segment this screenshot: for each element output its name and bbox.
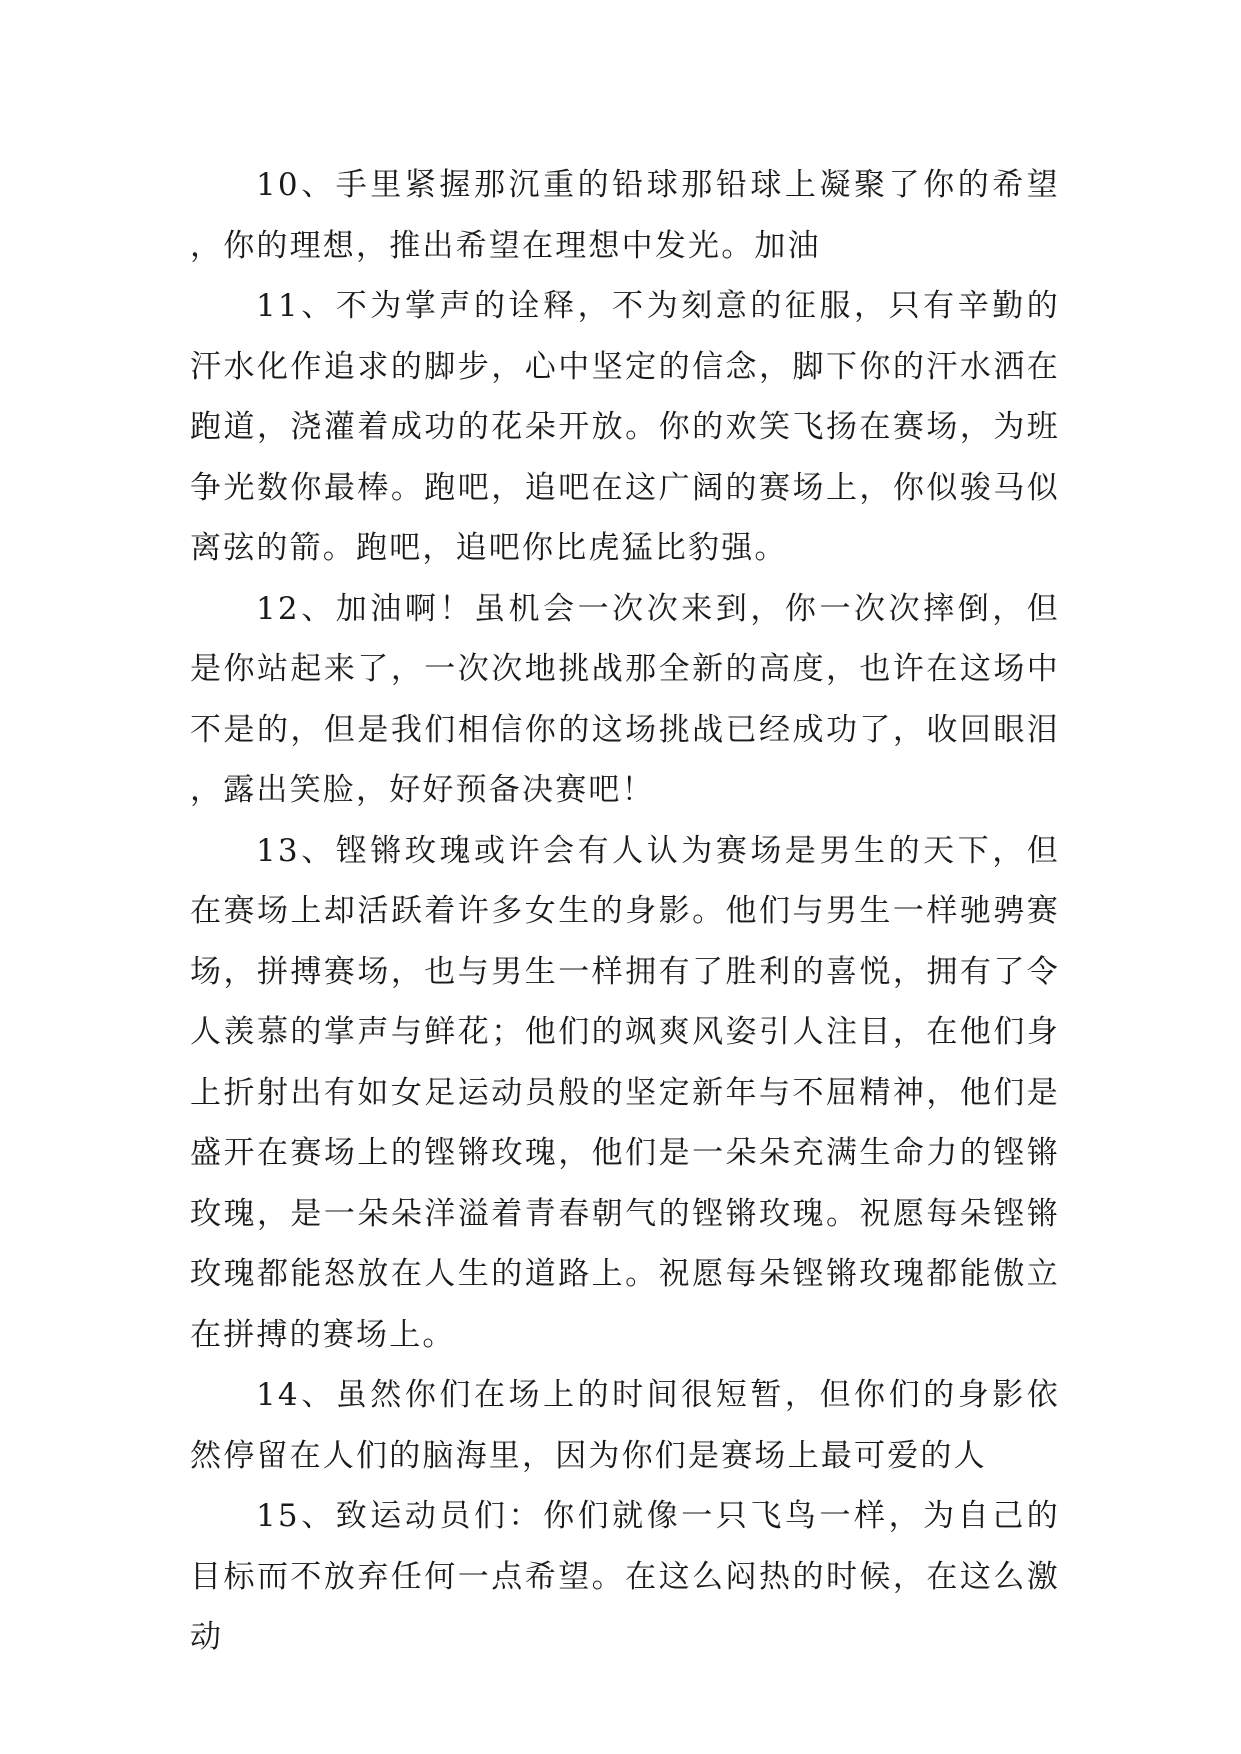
- paragraph-12: 12、加油啊！虽机会一次次来到，你一次次摔倒，但是你站起来了，一次次地挑战那全新的高度，也许在这场中不是的，但是我们相信你的这场挑战已经成功了，收回眼泪，露出笑脸，好好预备决赛吧！: [190, 590, 1060, 808]
- paragraph-15: 15、致运动员们：你们就像一只飞鸟一样，为自己的目标而不放弃任何一点希望。在这么闷热的时候，在这么激动: [190, 1498, 1060, 1655]
- document-body: [190, 155, 1060, 1668]
- paragraph-14: 14、虽然你们在场上的时间很短暂，但你们的身影依然停留在人们的脑海里，因为你们是赛场上最可爱的人: [190, 1377, 1060, 1474]
- paragraph-13: 13、铿锵玫瑰或许会有人认为赛场是男生的天下，但在赛场上却活跃着许多女生的身影。他们与男生一样驰骋赛场，拼搏赛场，也与男生一样拥有了胜利的喜悦，拥有了令人羡慕的掌声与鲜花；他们的飒爽风姿引人注目，在他们身上折射出有如女足运动员般的坚定新年与不屈精神，他们是盛开在赛场上的铿锵玫瑰，他们是一朵朵充满生命力的铿锵玫瑰，是一朵朵洋溢着青春朝气的铿锵玫瑰。祝愿每朵铿锵玫瑰都能怒放在人生的道路上。祝愿每朵铿锵玫瑰都能傲立在拼搏的赛场上。: [190, 832, 1060, 1353]
- paragraph-10: 10、手里紧握那沉重的铅球那铅球上凝聚了你的希望，你的理想，推出希望在理想中发光。加油: [190, 167, 1060, 264]
- paragraph-11: 11、不为掌声的诠释，不为刻意的征服，只有辛勤的汗水化作追求的脚步，心中坚定的信念，脚下你的汗水洒在跑道，浇灌着成功的花朵开放。你的欢笑飞扬在赛场，为班争光数你最棒。跑吧，追吧在这广阔的赛场上，你似骏马似离弦的箭。跑吧，追吧你比虎猛比豹强。: [190, 288, 1060, 566]
